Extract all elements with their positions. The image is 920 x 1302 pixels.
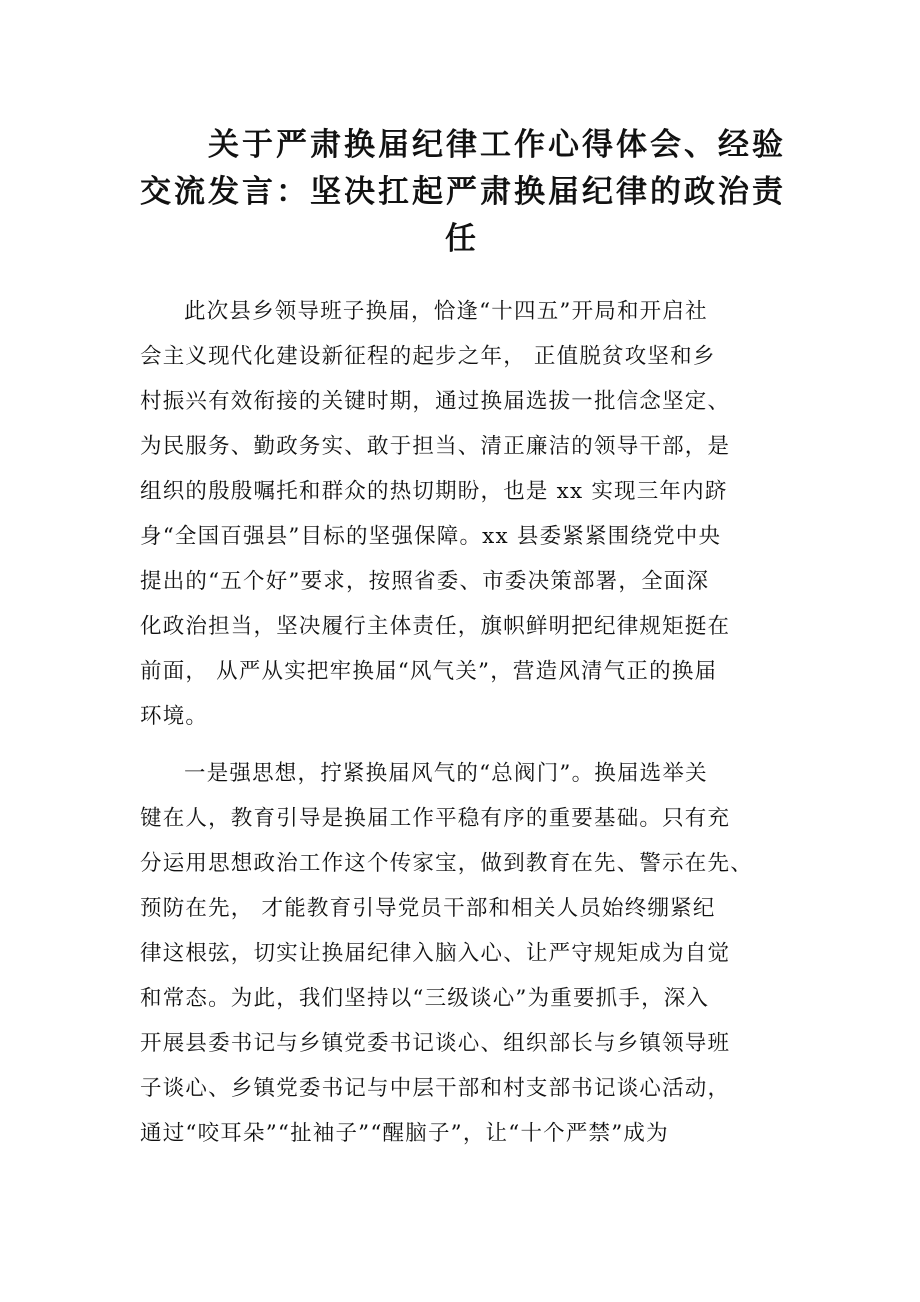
text-line: 通过“咬耳朵”“扯袖子”“醒脑子”，让“十个严禁”成为: [140, 1121, 669, 1146]
text-line: 化政治担当，坚决履行主体责任，旗帜鲜明把纪律规矩挺在: [140, 614, 731, 639]
text-line: 会主义现代化建设新征程的起步之年， 正值脱贫攻坚和乡: [140, 344, 716, 369]
paragraph-intro: [140, 289, 790, 739]
title-line: 任: [445, 221, 479, 257]
text-line: 键在人，教育引导是换届工作平稳有序的重要基础。只有充: [140, 806, 731, 831]
text-line: 分运用思想政治工作这个传家宝，做到教育在先、警示在先、: [140, 851, 753, 876]
text-line: 一是强思想，拧紧换届风气的“总阀门”。换届选举关: [184, 761, 708, 786]
text-line: 环境。: [140, 704, 209, 729]
text-line: 为民服务、勤政务实、敢于担当、清正廉洁的领导干部，是: [140, 434, 731, 459]
text-line: 村振兴有效衔接的关键时期，通过换届选拔一批信念坚定、: [140, 389, 731, 414]
paragraph-section-one: [140, 751, 790, 1156]
text-line: 子谈心、乡镇党委书记与中层干部和村支部书记谈心活动，: [140, 1076, 731, 1101]
title-line: 关于严肃换届纪律工作心得体会、经验: [208, 127, 786, 163]
text-line: 预防在先， 才能教育引导党员干部和相关人员始终绷紧纪: [140, 896, 716, 921]
text-line: 前面， 从严从实把牢换届“风气关”，营造风清气正的换届: [140, 659, 718, 684]
text-line: 和常态。为此，我们坚持以“三级谈心”为重要抓手，深入: [140, 986, 710, 1011]
text-line: 提出的“五个好”要求，按照省委、市委决策部署，全面深: [140, 569, 710, 594]
text-line: 组织的殷殷嘱托和群众的热切期盼，也是 xx 实现三年内跻: [140, 479, 728, 504]
text-line: 律这根弦，切实让换届纪律入脑入心、让严守规矩成为自觉: [140, 941, 731, 966]
title-line: 交流发言：坚决扛起严肃换届纪律的政治责: [140, 174, 786, 210]
text-line: 此次县乡领导班子换届，恰逢“十四五”开局和开启社: [184, 299, 708, 324]
text-line: 身“全国百强县”目标的坚强保障。xx 县委紧紧围绕党中央: [140, 524, 722, 549]
text-line: 开展县委书记与乡镇党委书记谈心、组织部长与乡镇领导班: [140, 1031, 731, 1056]
document-title: [140, 122, 784, 263]
